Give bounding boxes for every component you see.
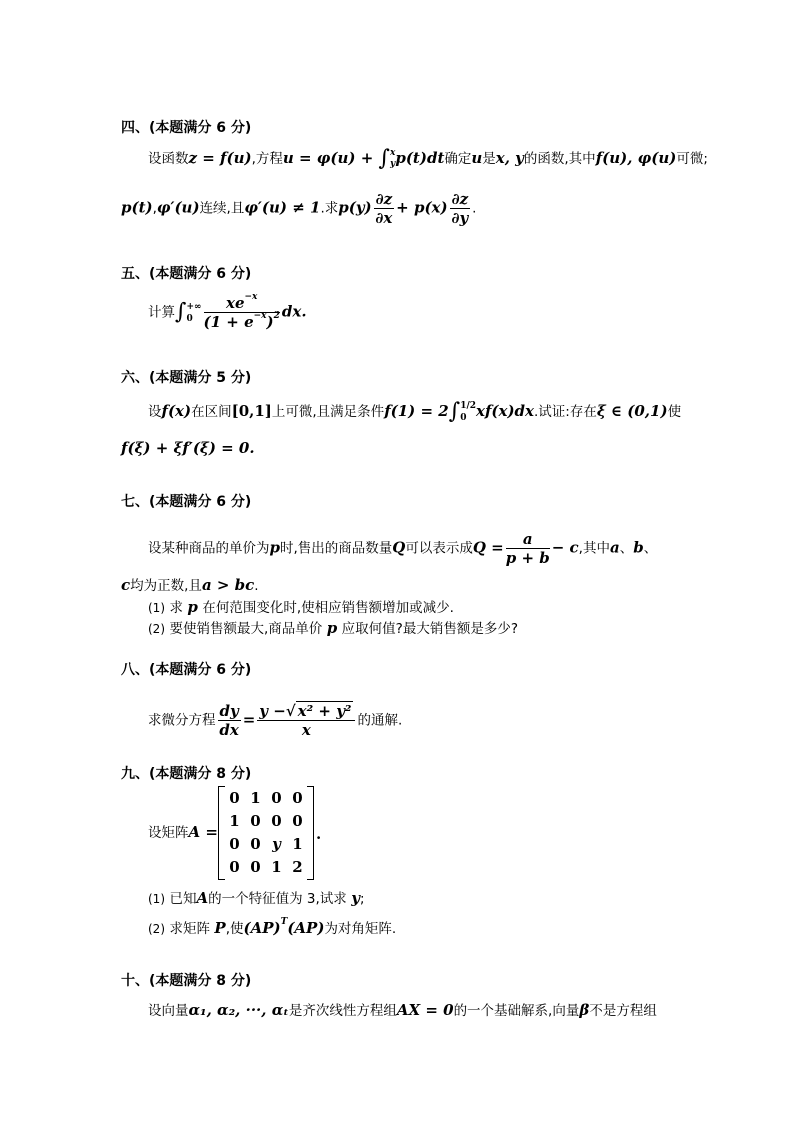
q7-text: ,其中 [578, 540, 610, 557]
matrix-cell: 1 [292, 834, 303, 853]
q10-math: α₁, α₂, ···, αₜ [188, 1001, 289, 1019]
matrix-cell: 1 [250, 788, 261, 807]
q4-text: 连续,且 [199, 200, 245, 217]
q4-text: 的函数,其中 [523, 151, 596, 167]
matrix-cell: 0 [250, 857, 261, 876]
q7-math: p [187, 598, 198, 616]
q6-text: 在区间 [191, 404, 232, 420]
q7-item-number: (2) [148, 622, 165, 636]
q9-item1 [148, 888, 365, 909]
q7-text: 求 [169, 600, 183, 616]
q9-math: (AP) [243, 919, 281, 937]
q7-math: a > bc [201, 576, 255, 594]
q6-math: ξ ∈ (0,1) [596, 402, 668, 420]
q4-math: φ′(u) ≠ 1 [244, 198, 321, 217]
q10-text: 不是方程组 [589, 1003, 657, 1019]
q9-text: ; [359, 891, 365, 907]
q4-text: , [152, 200, 157, 217]
q6-math: xf(x)dx [476, 402, 534, 420]
q10-text: 的一个基础解系,向量 [453, 1003, 580, 1019]
q7-text: 、 [619, 540, 634, 557]
q10-text: 设向量 [148, 1003, 189, 1019]
q4-math: u = φ(u) + [282, 149, 379, 167]
q4-text: . [472, 200, 477, 217]
q7-item2 [148, 618, 518, 639]
q7-line1 [148, 530, 657, 567]
q4-math: p(t) [121, 198, 153, 217]
q7-text: 应取何值?最大销售额是多少? [341, 621, 518, 637]
integral-sign: ∫ [448, 399, 461, 424]
fraction: $\frac{dy}{dx}$ [219, 702, 239, 739]
q7-item1 [148, 597, 454, 618]
q7-math: − c [551, 538, 579, 557]
matrix-cell: 2 [292, 857, 303, 876]
q7-text: 时,售出的商品数量 [280, 540, 393, 557]
q8-text: 的通解. [357, 712, 403, 729]
fraction: $\frac{xe^{-x}}{(1 + e^{-x})^2}$ [203, 292, 280, 331]
matrix-cell: 1 [271, 857, 282, 876]
matrix-cell: 0 [250, 811, 261, 830]
q4-text: 设函数 [148, 151, 189, 167]
q7-text: 在何范围变化时,使相应销售额增加或减少. [202, 600, 454, 616]
q9-math: y [351, 889, 360, 907]
q6-line1 [148, 400, 681, 424]
q6-math: [0,1] [231, 402, 272, 420]
q7-math: a [609, 538, 620, 557]
q7-text: 要使销售额最大,商品单价 [169, 621, 323, 637]
q6-int-lower: 0 [460, 413, 467, 423]
fraction: $\frac{\text{y −√ x² + y²}}{x}$ [257, 702, 355, 739]
q6-math: f(ξ) + ξf′(ξ) = 0. [121, 439, 255, 457]
q7-math: p [269, 538, 280, 557]
q4-math: + p(x) [396, 198, 448, 217]
matrix-cell: 0 [292, 811, 303, 830]
q10-math: β [579, 1001, 590, 1019]
fraction: $\frac{\partial z}{\partial x}$ [375, 190, 393, 227]
q5-math: dx. [281, 302, 307, 321]
q9-text: 的一个特征值为 3,试求 [208, 891, 347, 907]
q9-text: 求矩阵 [169, 921, 210, 937]
q5-heading: 五、(本题满分 6 分) [121, 266, 252, 282]
q9-math: A [196, 889, 209, 907]
q6-text: .试证:存在 [533, 404, 597, 420]
integral-sign: ∫ [378, 146, 390, 171]
q6-line2 [121, 438, 255, 459]
q4-text: .求 [320, 200, 339, 217]
q7-item-number: (1) [148, 601, 165, 615]
q9-item-number: (1) [148, 892, 165, 906]
q4-text: 可微; [676, 151, 708, 167]
matrix-cell: 0 [229, 788, 240, 807]
matrix-cell: 0 [271, 811, 282, 830]
q4-heading: 四、(本题满分 6 分) [121, 120, 252, 136]
q5-int-lower: 0 [186, 313, 193, 324]
q10-line [148, 1000, 657, 1021]
q6-heading: 六、(本题满分 5 分) [121, 370, 252, 386]
matrix-cell: 1 [229, 811, 240, 830]
q4-line2 [121, 190, 476, 227]
q9-line [148, 822, 218, 843]
q7-math: b [633, 538, 644, 557]
q9-math: T [280, 917, 288, 927]
matrix-cell: 0 [229, 834, 240, 853]
q5-text: 计算 [148, 304, 175, 321]
q9-text: 设矩阵 [148, 825, 189, 841]
matrix-cell: 0 [250, 834, 261, 853]
q4-math: z = f(u) [188, 149, 252, 167]
fraction: $\frac{\partial z}{\partial y}$ [451, 190, 469, 227]
q7-math: Q = [472, 538, 504, 557]
q5-int-upper: +∞ [186, 301, 202, 312]
matrix-cell: 0 [271, 788, 282, 807]
q8-text: 求微分方程 [148, 712, 216, 729]
q7-text: 、 [643, 540, 658, 557]
q9-item-number: (2) [148, 922, 165, 936]
q4-math: p(y) [338, 198, 372, 217]
q6-text: 设 [148, 404, 162, 420]
q10-text: 是齐次线性方程组 [288, 1003, 397, 1019]
q4-text: 是 [482, 151, 496, 167]
q7-math: c [121, 576, 131, 594]
q7-text: . [254, 578, 259, 594]
q4-math: f(u), φ(u) [595, 149, 677, 167]
fraction: $\frac{a}{p + b}$ [505, 530, 550, 567]
q4-line1 [148, 148, 708, 170]
q10-math: AX = 0 [396, 1001, 454, 1019]
q6-int-upper: 1/2 [460, 401, 477, 411]
q8-heading: 八、(本题满分 6 分) [121, 662, 252, 678]
q6-math: f(1) = 2 [384, 402, 449, 420]
q4-math: φ′(u) [156, 198, 200, 217]
q9-dot: . [316, 825, 322, 843]
q6-text: 使 [667, 404, 682, 420]
q4-int-upper: x [389, 148, 396, 158]
q7-heading: 七、(本题满分 6 分) [121, 494, 252, 510]
matrix-body [224, 786, 308, 878]
q4-math: p(t)dt [395, 149, 445, 167]
q4-text: ,方程 [251, 151, 283, 167]
matrix-cell: 0 [229, 857, 240, 876]
q7-text: 设某种商品的单价为 [148, 540, 270, 557]
matrix-A [218, 786, 314, 878]
q8-line [148, 702, 402, 739]
q4-math: x, y [495, 149, 524, 167]
q6-text: 上可微,且满足条件 [271, 404, 385, 420]
q9-item2 [148, 918, 396, 939]
q9-math: A = [188, 823, 218, 841]
q4-math: u [471, 149, 483, 167]
q7-math: p [326, 619, 338, 637]
q9-math: (AP) [287, 919, 325, 937]
matrix-cell: 0 [292, 788, 303, 807]
q4-int-lower: y [389, 159, 396, 169]
q9-heading: 九、(本题满分 8 分) [121, 766, 252, 782]
q4-text: 确定 [444, 151, 472, 167]
q9-text: ,使 [225, 921, 244, 937]
matrix-right-bracket [307, 786, 314, 880]
q7-line2 [121, 575, 259, 596]
q7-text: 均为正数,且 [130, 578, 202, 594]
q7-text: 可以表示成 [405, 540, 473, 557]
q6-math: f(x) [161, 402, 192, 420]
q10-heading: 十、(本题满分 8 分) [121, 973, 252, 989]
matrix-cell: y [272, 834, 281, 853]
q8-math: = [242, 710, 256, 729]
q9-text: 为对角矩阵. [324, 921, 397, 937]
q9-math: P [214, 919, 226, 937]
integral-sign: ∫ [175, 299, 187, 325]
q7-math: Q [392, 538, 406, 557]
q9-text: 已知 [169, 891, 197, 907]
q5-line [148, 294, 307, 331]
